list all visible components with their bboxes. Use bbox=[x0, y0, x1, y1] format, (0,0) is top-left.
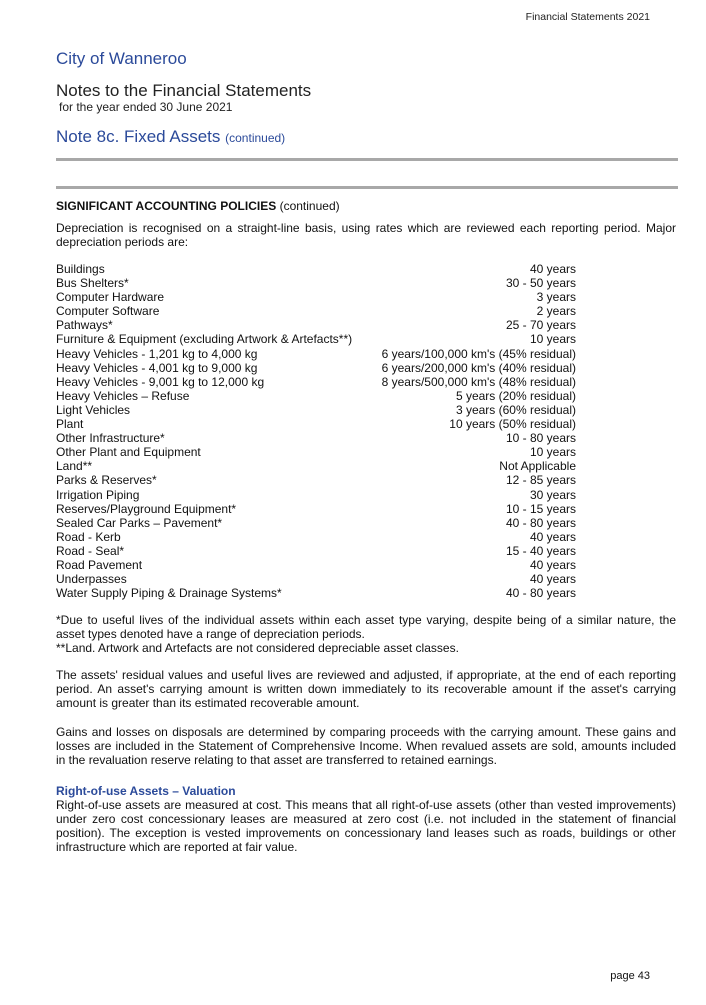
footnote-1: *Due to useful lives of the individual assets within each asset type varying, despite being of a similar nature, the asset types denoted have a range of depreciation periods. bbox=[56, 613, 676, 642]
rate-asset-name: Sealed Car Parks – Pavement* bbox=[56, 515, 223, 530]
rate-row bbox=[56, 431, 676, 445]
rate-asset-name: Light Vehicles bbox=[56, 402, 131, 417]
intro-paragraph: Depreciation is recognised on a straight-line basis, using rates which are reviewed each reporting period. Major depreciation periods are: bbox=[56, 221, 676, 249]
rate-period: 10 years bbox=[529, 445, 576, 460]
rate-asset-name: Heavy Vehicles - 4,001 kg to 9,000 kg bbox=[56, 360, 258, 375]
rate-asset-name: Underpasses bbox=[56, 572, 127, 587]
rou-heading: Right-of-use Assets – Valuation bbox=[56, 784, 236, 799]
rate-row bbox=[56, 516, 676, 530]
rate-row bbox=[56, 544, 676, 558]
rate-row bbox=[56, 558, 676, 572]
rate-row bbox=[56, 502, 676, 516]
rate-row bbox=[56, 417, 676, 431]
rate-period: 40 years bbox=[529, 262, 576, 276]
rate-row bbox=[56, 473, 676, 487]
rate-period: 12 - 85 years bbox=[505, 473, 576, 488]
rate-row bbox=[56, 403, 676, 417]
rate-row bbox=[56, 347, 676, 361]
rate-row bbox=[56, 262, 676, 276]
rate-period: 3 years (60% residual) bbox=[455, 402, 576, 417]
rate-row bbox=[56, 445, 676, 459]
rate-row bbox=[56, 290, 676, 304]
rate-row bbox=[56, 361, 676, 375]
rate-asset-name: Parks & Reserves* bbox=[56, 473, 157, 488]
footnote-2: **Land. Artwork and Artefacts are not considered depreciable asset classes. bbox=[56, 641, 459, 656]
divider-top bbox=[56, 158, 678, 161]
rate-asset-name: Pathways* bbox=[56, 318, 113, 333]
rate-row bbox=[56, 459, 676, 473]
rate-period: 25 - 70 years bbox=[505, 318, 576, 333]
rate-row bbox=[56, 375, 676, 389]
rate-asset-name: Heavy Vehicles - 1,201 kg to 4,000 kg bbox=[56, 346, 258, 361]
rate-asset-name: Computer Software bbox=[56, 304, 160, 319]
rate-asset-name: Heavy Vehicles - 9,001 kg to 12,000 kg bbox=[56, 374, 265, 389]
depreciation-rates-list bbox=[56, 262, 676, 600]
rate-asset-name: Other Infrastructure* bbox=[56, 431, 165, 446]
rate-asset-name: Road - Seal* bbox=[56, 543, 125, 558]
rate-period: 15 - 40 years bbox=[505, 543, 576, 558]
rate-asset-name: Plant bbox=[56, 417, 84, 432]
gains-losses-paragraph: Gains and losses on disposals are determined by comparing proceeds with the carrying amount. These gains and losses are included in the Statement of Comprehensive Income. When revalued assets are sold, amounts included in the revaluation reserve relating to that asset are transferred to retained earnings. bbox=[56, 725, 676, 768]
divider-bottom bbox=[56, 186, 678, 189]
policy-section bbox=[56, 199, 676, 854]
note-title-suffix: (continued) bbox=[225, 131, 286, 145]
organisation-name: City of Wanneroo bbox=[56, 49, 187, 68]
rate-period: 10 years bbox=[529, 332, 576, 347]
rate-asset-name: Buildings bbox=[56, 262, 105, 276]
note-title-text: Note 8c. Fixed Assets bbox=[56, 127, 221, 146]
rate-period: Not Applicable bbox=[499, 459, 576, 474]
rate-asset-name: Heavy Vehicles – Refuse bbox=[56, 388, 190, 403]
residual-values-paragraph: The assets' residual values and useful lives are reviewed and adjusted, if appropriate, at the end of each reporting period. An asset's carrying amount is written down immediately to its recoverable amount if the asset's carrying amount is greater than its estimated recoverable amount. bbox=[56, 668, 676, 711]
section-heading bbox=[56, 199, 676, 213]
rate-asset-name: Land** bbox=[56, 459, 93, 474]
rate-asset-name: Other Plant and Equipment bbox=[56, 445, 201, 460]
rate-period: 8 years/500,000 km's (48% residual) bbox=[381, 374, 576, 389]
rate-period: 5 years (20% residual) bbox=[455, 388, 576, 403]
rate-row bbox=[56, 318, 676, 332]
rate-row bbox=[56, 586, 676, 600]
rate-row bbox=[56, 276, 676, 290]
rate-asset-name: Computer Hardware bbox=[56, 290, 165, 305]
rou-paragraph: Right-of-use assets are measured at cost. This means that all right-of-use assets (other than vested improvements) under zero cost concessionary leases are measured at zero cost (i.e. not included in the statement of financial position). The exception is vested improvements on concessionary land leases such as roads, buildings or other infrastructure which are reported at fair value. bbox=[56, 798, 676, 855]
rate-row bbox=[56, 332, 676, 346]
rate-row bbox=[56, 530, 676, 544]
rate-row bbox=[56, 389, 676, 403]
rate-asset-name: Furniture & Equipment (excluding Artwork & Artefacts**) bbox=[56, 332, 353, 347]
rate-period: 2 years bbox=[536, 304, 576, 319]
rate-period: 6 years/100,000 km's (45% residual) bbox=[381, 346, 576, 361]
rate-period: 10 years (50% residual) bbox=[449, 417, 576, 432]
rate-row bbox=[56, 304, 676, 318]
rate-period: 40 years bbox=[529, 557, 576, 572]
rate-asset-name: Irrigation Piping bbox=[56, 487, 140, 502]
rate-asset-name: Bus Shelters* bbox=[56, 276, 129, 291]
page-title: Notes to the Financial Statements bbox=[56, 81, 312, 100]
rate-period: 10 - 15 years bbox=[505, 501, 576, 516]
section-heading-text: SIGNIFICANT ACCOUNTING POLICIES bbox=[56, 199, 277, 213]
rate-asset-name: Road Pavement bbox=[56, 557, 143, 572]
rate-period: 40 years bbox=[529, 572, 576, 587]
rate-asset-name: Water Supply Piping & Drainage Systems* bbox=[56, 586, 282, 601]
page-subtitle: for the year ended 30 June 2021 bbox=[59, 100, 233, 114]
rate-period: 3 years bbox=[536, 290, 576, 305]
rate-period: 10 - 80 years bbox=[505, 431, 576, 446]
rate-row bbox=[56, 488, 676, 502]
rate-asset-name: Road - Kerb bbox=[56, 529, 121, 544]
rate-row bbox=[56, 572, 676, 586]
page-number: page 43 bbox=[610, 970, 650, 982]
rate-period: 6 years/200,000 km's (40% residual) bbox=[381, 360, 576, 375]
document-label: Financial Statements 2021 bbox=[525, 11, 650, 23]
rate-period: 30 - 50 years bbox=[505, 276, 576, 291]
rate-asset-name: Reserves/Playground Equipment* bbox=[56, 501, 237, 516]
rate-period: 40 years bbox=[529, 529, 576, 544]
rate-period: 30 years bbox=[529, 487, 576, 502]
section-heading-suffix: (continued) bbox=[279, 199, 340, 213]
rate-period: 40 - 80 years bbox=[505, 515, 576, 530]
note-title bbox=[56, 127, 285, 147]
rate-period: 40 - 80 years bbox=[505, 586, 576, 601]
